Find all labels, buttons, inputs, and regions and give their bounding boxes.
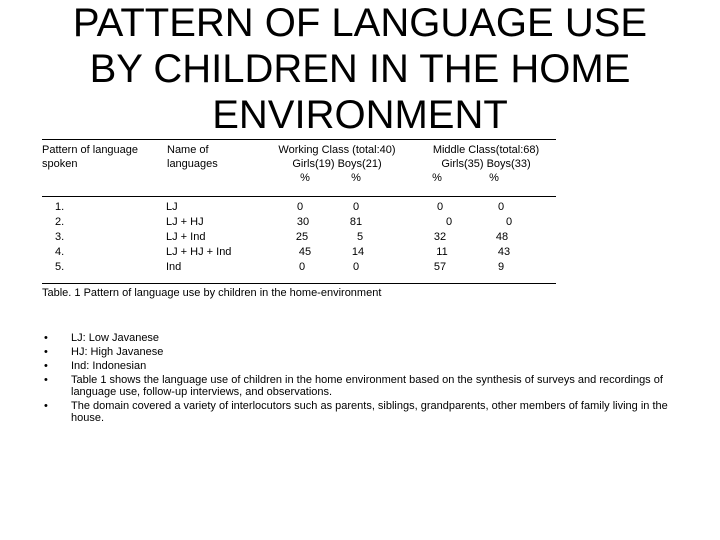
header-pattern-line1: Pattern of language (42, 144, 139, 156)
bullet-marker: • (44, 360, 48, 372)
row-working-boys: 0 (352, 261, 360, 273)
header-middle-class: Middle Class(total:68) (432, 144, 540, 156)
row-number: 4. (55, 246, 65, 258)
table-top-rule (42, 139, 556, 140)
list-item-text: HJ: High Javanese (71, 346, 164, 358)
bullet-marker: • (44, 332, 48, 344)
row-working-girls: 25 (295, 231, 309, 243)
row-working-boys: 81 (349, 216, 363, 228)
list-item-text: Table 1 shows the language use of children in the home environment based on the synthesis of surveys and recordings of language use, follow-up interviews, and observations. (71, 374, 663, 398)
row-working-girls: 0 (298, 261, 306, 273)
row-number: 1. (55, 201, 65, 213)
table-caption: Table. 1 Pattern of language use by children in the home-environment (42, 287, 382, 299)
row-number: 2. (55, 216, 65, 228)
header-middle-gender: Girls(35) Boys(33) (441, 158, 531, 170)
list-item-text: Ind: Indonesian (71, 360, 147, 372)
header-middle-pct-boys: % (489, 172, 499, 184)
table-bottom-rule (42, 283, 556, 284)
row-middle-girls: 0 (436, 201, 444, 213)
row-working-boys: 0 (352, 201, 360, 213)
list-item (44, 332, 684, 344)
row-middle-boys: 43 (497, 246, 511, 258)
row-language-name: LJ + HJ + Ind (166, 246, 232, 258)
table-header-rule (42, 196, 556, 197)
row-working-girls: 0 (296, 201, 304, 213)
list-item-text: The domain covered a variety of interlocutors such as parents, siblings, grandparents, other members of family living in the house. (71, 400, 668, 424)
row-middle-boys: 0 (497, 201, 505, 213)
list-item (44, 360, 684, 372)
bullet-marker: • (44, 346, 48, 358)
header-name-line2: languages (167, 158, 218, 170)
list-item (44, 400, 684, 424)
row-middle-girls: 32 (433, 231, 447, 243)
header-working-gender: Girls(19) Boys(21) (292, 158, 382, 170)
row-middle-girls: 57 (433, 261, 447, 273)
header-name-line1: Name of (167, 144, 209, 156)
row-language-name: LJ + HJ (166, 216, 204, 228)
page-title (40, 0, 680, 138)
header-working-class: Working Class (total:40) (278, 144, 396, 156)
row-middle-boys: 0 (505, 216, 513, 228)
row-language-name: LJ + Ind (166, 231, 206, 243)
row-working-girls: 45 (298, 246, 312, 258)
title-line-3: ENVIRONMENT (212, 93, 508, 137)
row-middle-girls: 0 (445, 216, 453, 228)
header-pattern-line2: spoken (42, 158, 78, 170)
row-middle-boys: 48 (495, 231, 509, 243)
row-working-boys: 14 (351, 246, 365, 258)
notes-list (44, 332, 684, 426)
header-middle-pct-girls: % (432, 172, 442, 184)
row-number: 3. (55, 231, 65, 243)
header-working-pct-boys: % (351, 172, 361, 184)
bullet-marker: • (44, 374, 48, 386)
row-middle-girls: 11 (436, 246, 448, 258)
list-item (44, 374, 684, 398)
row-middle-boys: 9 (497, 261, 505, 273)
title-line-2: BY CHILDREN IN THE HOME (89, 47, 631, 91)
row-language-name: Ind (166, 261, 182, 273)
title-line-1: PATTERN OF LANGUAGE USE (72, 1, 648, 45)
list-item-text: LJ: Low Javanese (71, 332, 160, 344)
row-working-girls: 30 (296, 216, 310, 228)
row-number: 5. (55, 261, 65, 273)
bullet-marker: • (44, 400, 48, 412)
row-language-name: LJ (166, 201, 178, 213)
list-item (44, 346, 684, 358)
header-working-pct-girls: % (300, 172, 310, 184)
row-working-boys: 5 (356, 231, 364, 243)
